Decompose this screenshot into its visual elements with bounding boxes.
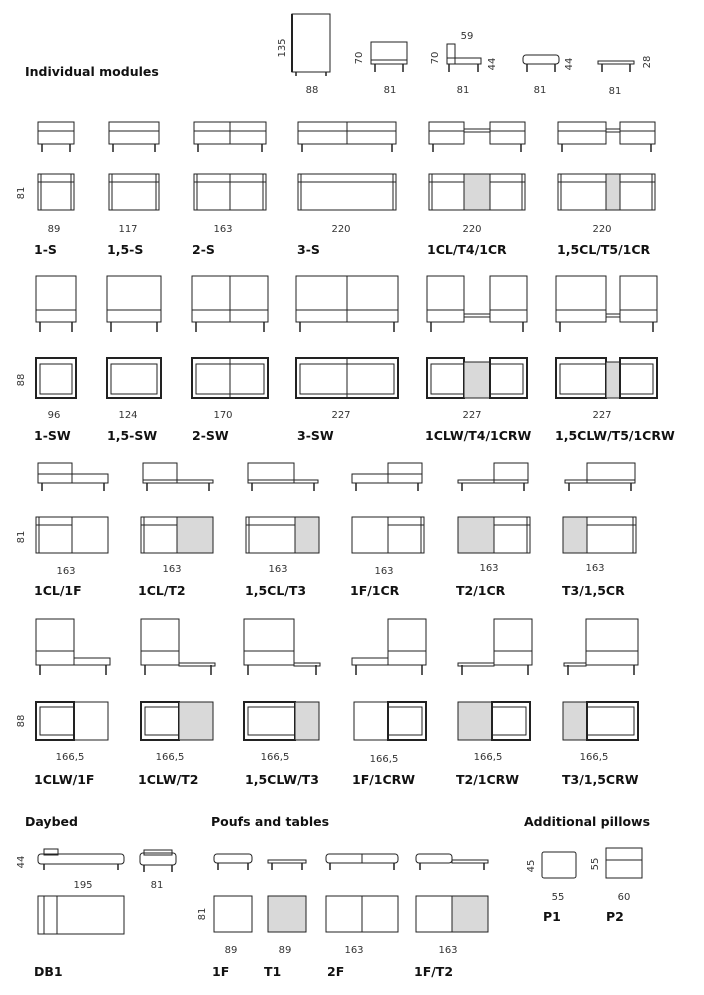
labels: [16, 31, 675, 979]
row3-width: 163: [374, 566, 394, 577]
row2-code: 1CLW/T4/1CRW: [425, 428, 532, 443]
row3-code: 1F/1CR: [350, 583, 400, 598]
pillow-width: 55: [551, 892, 565, 903]
daybed-width: 81: [150, 880, 164, 891]
row4-code: 1F/1CRW: [352, 772, 416, 787]
pillow-code: P1: [543, 909, 561, 924]
row4-code: 1CLW/T2: [138, 772, 199, 787]
row4-width: 166,5: [369, 754, 399, 765]
row1-code: 1,5-S: [107, 242, 144, 257]
pillow-code: P2: [606, 909, 624, 924]
legend-dim-135: 135: [277, 38, 288, 58]
row3-width: 163: [479, 563, 499, 574]
legend-dim-81b: 81: [456, 85, 470, 96]
row4-width: 166,5: [155, 752, 185, 763]
row2-plans: [36, 358, 657, 398]
row2-width: 96: [47, 410, 61, 421]
poufs-drawings: [214, 854, 488, 932]
legend-dim-81c: 81: [533, 85, 547, 96]
row3-width: 163: [162, 564, 182, 575]
row4-code: T2/1CRW: [456, 772, 520, 787]
row1-width: 89: [47, 224, 61, 235]
legend-side-view: [447, 44, 481, 72]
legend-front-view: [371, 42, 407, 72]
row3-width: 163: [56, 566, 76, 577]
poufs-depth: 81: [197, 907, 208, 921]
legend-dim-81a: 81: [383, 85, 397, 96]
row4-code: 1,5CLW/T3: [245, 772, 319, 787]
row3-plans: [36, 517, 636, 553]
row2-width: 170: [213, 410, 233, 421]
row2-width: 124: [118, 410, 138, 421]
pouf-width: 163: [438, 945, 458, 956]
row2-code: 1-SW: [34, 428, 71, 443]
row1-width: 117: [118, 224, 138, 235]
row1-code: 2-S: [192, 242, 215, 257]
row2-elevations: [36, 276, 657, 332]
row3-width: 163: [268, 564, 288, 575]
pouf-code: T1: [264, 964, 282, 979]
pouf-code: 1F: [212, 964, 230, 979]
row2-code: 2-SW: [192, 428, 229, 443]
pillow-width: 60: [617, 892, 631, 903]
row4-width: 166,5: [473, 752, 503, 763]
row4-elevations: [36, 619, 638, 675]
row3-elevations: [38, 463, 635, 491]
section-title-daybed: Daybed: [25, 814, 78, 829]
section-title-additional-pillows: Additional pillows: [524, 814, 651, 829]
row4-width: 166,5: [260, 752, 290, 763]
row1-code: 1CL/T4/1CR: [427, 242, 507, 257]
row1-width: 220: [462, 224, 482, 235]
pouf-width: 89: [224, 945, 238, 956]
section-title-poufs-tables: Poufs and tables: [211, 814, 330, 829]
pillow-height: 45: [526, 859, 537, 873]
row2-width: 227: [592, 410, 612, 421]
row3-code: 1,5CL/T3: [245, 583, 307, 598]
legend-dim-81d: 81: [608, 86, 622, 97]
legend-back-profile: [292, 14, 330, 76]
legend-dim-44b: 44: [564, 57, 575, 71]
pillow-height: 55: [590, 857, 601, 871]
legend-pouf-view: [523, 55, 559, 72]
row1-code: 1-S: [34, 242, 57, 257]
row3-code: 1CL/T2: [138, 583, 186, 598]
daybed-code: DB1: [34, 964, 63, 979]
legend-table-view: [598, 61, 634, 72]
row3-code: T3/1,5CR: [562, 583, 625, 598]
legend-dim-59: 59: [460, 31, 474, 42]
row1-depth: 81: [16, 186, 27, 200]
row3-code: T2/1CR: [456, 583, 506, 598]
row2-code: 1,5CLW/T5/1CRW: [555, 428, 675, 443]
row1-width: 220: [592, 224, 612, 235]
row1-plans: [38, 174, 655, 210]
row1-elevations: [38, 122, 655, 152]
row3-code: 1CL/1F: [34, 583, 82, 598]
pouf-width: 89: [278, 945, 292, 956]
row4-code: T3/1,5CRW: [562, 772, 639, 787]
pouf-code: 2F: [327, 964, 345, 979]
row1-code: 1,5CL/T5/1CR: [557, 242, 651, 257]
pouf-width: 163: [344, 945, 364, 956]
legend-dim-70a: 70: [354, 51, 365, 65]
row2-code: 1,5-SW: [107, 428, 158, 443]
row4-depth: 88: [16, 714, 27, 728]
legend-dim-88: 88: [305, 85, 319, 96]
row1-width: 163: [213, 224, 233, 235]
legend-dim-70b: 70: [430, 51, 441, 65]
row3-width: 163: [585, 563, 605, 574]
row2-code: 3-SW: [297, 428, 334, 443]
row2-width: 227: [331, 410, 351, 421]
legend-dim-44a: 44: [487, 57, 498, 71]
row2-depth: 88: [16, 373, 27, 387]
row3-depth: 81: [16, 530, 27, 544]
daybed-length: 195: [73, 880, 93, 891]
daybed-height: 44: [16, 855, 27, 869]
row4-width: 166,5: [579, 752, 609, 763]
row4-code: 1CLW/1F: [34, 772, 95, 787]
section-title-individual-modules: Individual modules: [25, 64, 159, 79]
row1-code: 3-S: [297, 242, 320, 257]
row1-width: 220: [331, 224, 351, 235]
daybed-drawings: [38, 849, 176, 934]
legend-dim-28: 28: [642, 55, 653, 69]
row2-width: 227: [462, 410, 482, 421]
row4-width: 166,5: [55, 752, 85, 763]
row4-plans: [36, 702, 638, 740]
pouf-code: 1F/T2: [414, 964, 454, 979]
